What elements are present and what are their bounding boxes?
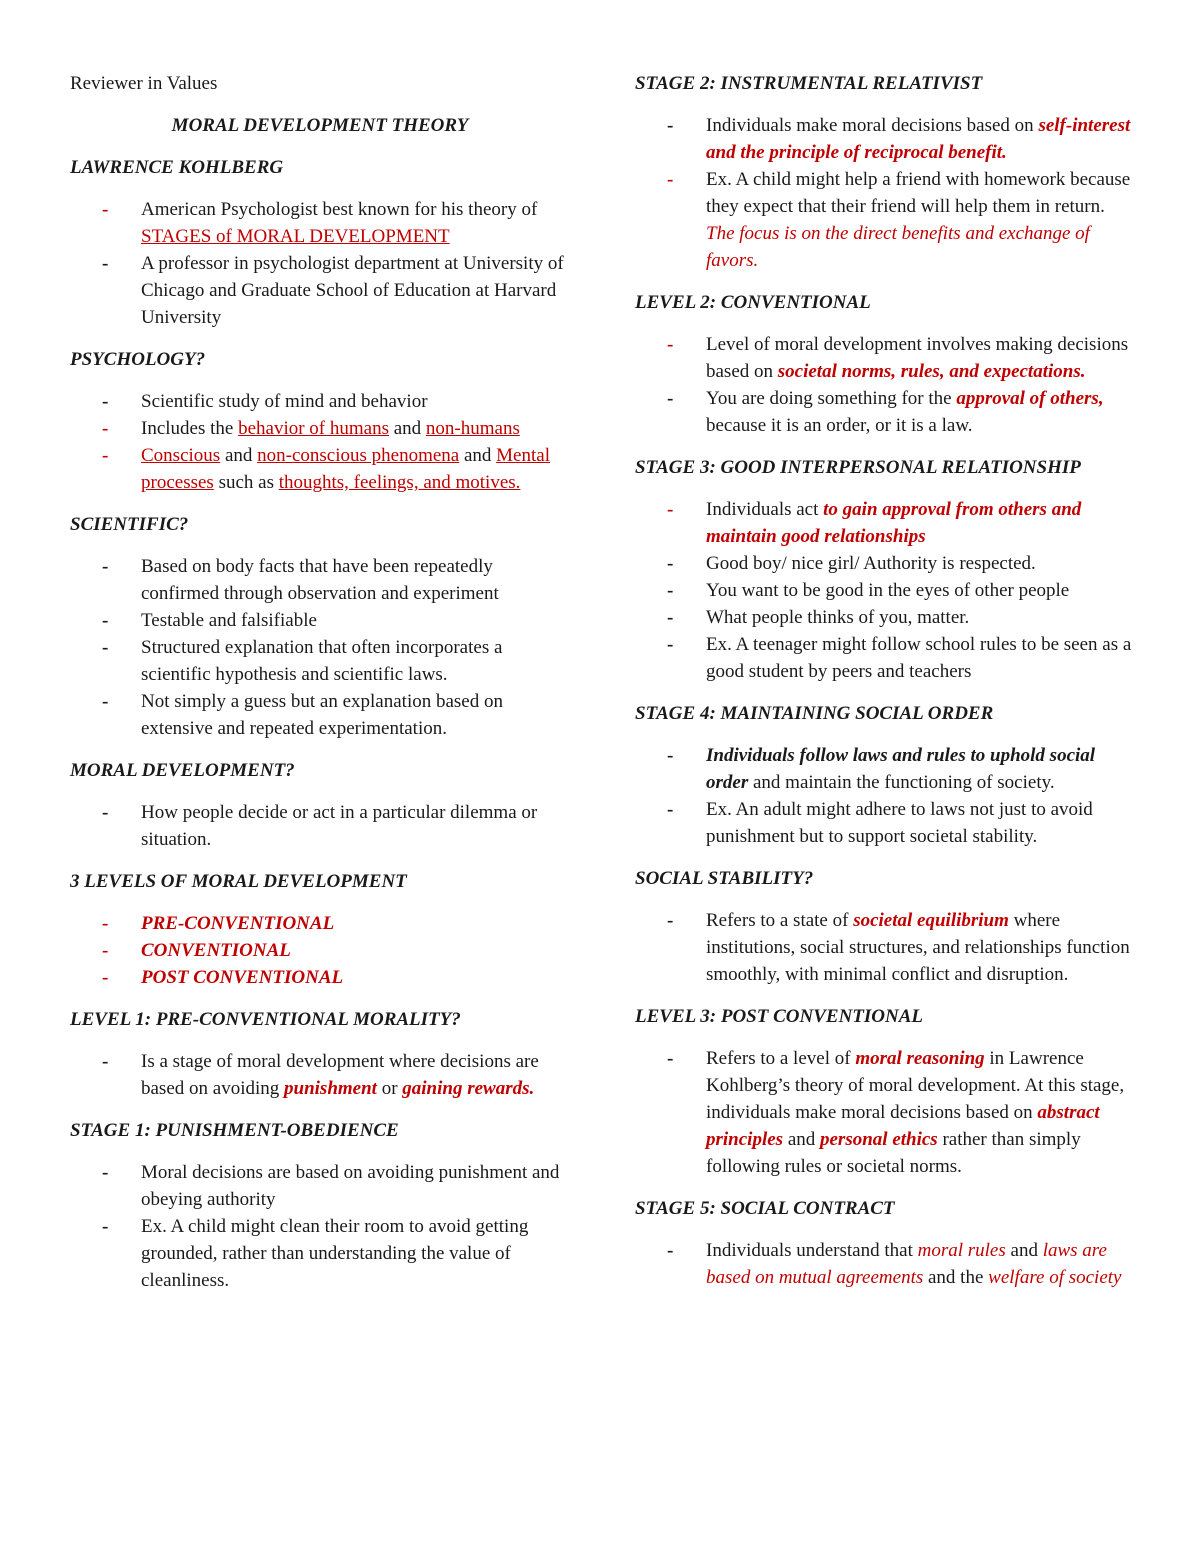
text-run: Ex. A teenager might follow school rules to be seen as a good student by peers and teachers <box>706 634 1132 682</box>
text-run: Is a stage of moral development where decisions are based on avoiding <box>141 1051 539 1099</box>
text-run: Refers to a state of <box>706 910 854 931</box>
text-run: You want to be good in the eyes of other people <box>706 580 1070 601</box>
text-run: American Psychologist best known for his theory of <box>141 199 538 220</box>
list-item <box>635 550 1135 577</box>
list-item <box>635 907 1135 988</box>
text-run: non-humans <box>425 418 520 439</box>
text-run: Individuals make moral decisions based on <box>706 115 1039 136</box>
bullet-list <box>70 910 570 991</box>
text-run: personal ethics <box>820 1129 938 1150</box>
text-run: non-conscious phenomena <box>257 445 460 466</box>
dash-bullet: - <box>667 799 674 820</box>
dash-bullet: - <box>667 580 674 601</box>
dash-bullet: - <box>102 610 109 631</box>
section-heading: STAGE 4: MAINTAINING SOCIAL ORDER <box>635 703 994 724</box>
text-run: in Lawrence Kohlberg’s theory of moral development. At this stage, individuals make moral decisions based on <box>706 1048 1125 1123</box>
dash-bullet: - <box>102 967 109 988</box>
text-run: STAGES of MORAL DEVELOPMENT <box>141 226 450 247</box>
text-run: abstract principles <box>706 1102 1100 1150</box>
section-heading: STAGE 5: SOCIAL CONTRACT <box>635 1198 895 1219</box>
dash-bullet: - <box>667 388 674 409</box>
bullet-list <box>70 553 570 742</box>
text-run: approval of others, <box>956 388 1104 409</box>
text-run: and <box>783 1129 820 1150</box>
section-heading: STAGE 1: PUNISHMENT-OBEDIENCE <box>70 1120 399 1141</box>
text-run: Scientific study of mind and behavior <box>141 391 428 412</box>
text-run: Ex. A child might help a friend with homework because they expect that their friend will help them in return. <box>706 169 1131 217</box>
dash-bullet: - <box>102 253 109 274</box>
list-item <box>635 796 1135 850</box>
list-item <box>635 166 1135 274</box>
text-run: Refers to a level of <box>706 1048 856 1069</box>
list-item <box>70 1048 570 1102</box>
dash-bullet: - <box>667 334 674 355</box>
dash-bullet: - <box>667 634 674 655</box>
list-item <box>70 964 570 991</box>
text-run: such as <box>213 472 279 493</box>
text-run: PRE-CONVENTIONAL <box>141 913 335 934</box>
list-item <box>635 631 1135 685</box>
list-item <box>635 604 1135 631</box>
text-run: Testable and falsifiable <box>141 610 317 631</box>
list-item <box>70 688 570 742</box>
list-item <box>635 742 1135 796</box>
bullet-list <box>70 196 570 331</box>
dash-bullet: - <box>102 940 109 961</box>
bullet-list <box>635 1237 1135 1291</box>
bullet-list <box>635 1045 1135 1180</box>
text-run: because it is an order, or it is a law. <box>706 415 973 436</box>
bullet-list <box>70 388 570 496</box>
text-run: A professor in psychologist department at University of Chicago and Graduate School of Education at Harvard University <box>141 253 564 328</box>
text-run: Individuals understand that <box>706 1240 918 1261</box>
text-run: and <box>1005 1240 1043 1261</box>
dash-bullet: - <box>667 169 674 190</box>
text-run: Ex. An adult might adhere to laws not just to avoid punishment but to support societal stability. <box>706 799 1093 847</box>
list-item <box>635 331 1135 385</box>
list-item <box>635 1237 1135 1291</box>
dash-bullet: - <box>102 637 109 658</box>
section-heading: LEVEL 3: POST CONVENTIONAL <box>635 1006 924 1027</box>
section-heading: LEVEL 1: PRE-CONVENTIONAL MORALITY? <box>70 1009 461 1030</box>
text-run: and <box>459 445 497 466</box>
bullet-list <box>70 1048 570 1102</box>
dash-bullet: - <box>102 199 109 220</box>
dash-bullet: - <box>667 910 674 931</box>
dash-bullet: - <box>102 1051 109 1072</box>
bullet-list <box>70 799 570 853</box>
text-run: behavior of humans <box>238 418 389 439</box>
dash-bullet: - <box>102 691 109 712</box>
document-title: MORAL DEVELOPMENT THEORY <box>171 115 469 136</box>
text-run: Conscious <box>141 445 221 466</box>
text-run: and maintain the functioning of society. <box>748 772 1055 793</box>
dash-bullet: - <box>667 745 674 766</box>
section-heading: SCIENTIFIC? <box>70 514 189 535</box>
dash-bullet: - <box>102 802 109 823</box>
text-run: What people thinks of you, matter. <box>706 607 970 628</box>
text-run: and <box>220 445 258 466</box>
text-run: and the <box>923 1267 989 1288</box>
dash-bullet: - <box>102 1216 109 1237</box>
bullet-list <box>635 112 1135 274</box>
text-run: welfare of society <box>988 1267 1122 1288</box>
text-run: moral rules <box>917 1240 1006 1261</box>
dash-bullet: - <box>102 556 109 577</box>
text-run: rather than simply following rules or societal norms. <box>706 1129 1081 1177</box>
list-item <box>70 607 570 634</box>
list-item <box>70 388 570 415</box>
list-item <box>635 112 1135 166</box>
text-run: where institutions, social structures, and relationships function smoothly, with minimal conflict and disruption. <box>706 910 1130 985</box>
dash-bullet: - <box>667 607 674 628</box>
bullet-list <box>70 1159 570 1294</box>
text-run: Individuals follow laws and rules to uphold social order <box>706 745 1096 793</box>
text-run: to gain approval from others and maintain good relationships <box>706 499 1082 547</box>
text-run: societal equilibrium <box>853 910 1009 931</box>
text-run: Not simply a guess but an explanation based on extensive and repeated experimentation. <box>141 691 503 739</box>
text-run: Individuals act <box>706 499 824 520</box>
dash-bullet: - <box>667 1240 674 1261</box>
text-run: Mental processes <box>141 445 550 493</box>
text-run: Ex. A child might clean their room to avoid getting grounded, rather than understanding the value of cleanliness. <box>141 1216 529 1291</box>
list-item <box>635 385 1135 439</box>
text-run: You are doing something for the <box>706 388 957 409</box>
list-item <box>70 910 570 937</box>
bullet-list <box>635 742 1135 850</box>
list-item <box>635 577 1135 604</box>
text-run: POST CONVENTIONAL <box>141 967 344 988</box>
dash-bullet: - <box>102 445 109 466</box>
list-item <box>70 1213 570 1294</box>
left-column <box>70 70 570 1309</box>
text-run: Based on body facts that have been repeatedly confirmed through observation and experiment <box>141 556 499 604</box>
list-item <box>70 442 570 496</box>
list-item <box>70 937 570 964</box>
text-run: Structured explanation that often incorporates a scientific hypothesis and scientific laws. <box>141 637 503 685</box>
section-heading: LAWRENCE KOHLBERG <box>70 157 284 178</box>
section-heading: 3 LEVELS OF MORAL DEVELOPMENT <box>70 871 407 892</box>
text-run: Moral decisions are based on avoiding punishment and obeying authority <box>141 1162 560 1210</box>
text-run: punishment <box>284 1078 377 1099</box>
list-item <box>70 634 570 688</box>
text-run: laws are based on mutual agreements <box>706 1240 1107 1288</box>
text-run: Includes the <box>141 418 239 439</box>
text-run: How people decide or act in a particular dilemma or situation. <box>141 802 538 850</box>
list-item <box>70 553 570 607</box>
bullet-list <box>635 907 1135 988</box>
text-run: The focus is on the direct benefits and exchange of favors. <box>706 223 1090 271</box>
list-item <box>635 496 1135 550</box>
dash-bullet: - <box>102 391 109 412</box>
dash-bullet: - <box>102 913 109 934</box>
list-item <box>70 799 570 853</box>
bullet-list <box>635 496 1135 685</box>
section-heading: PSYCHOLOGY? <box>70 349 206 370</box>
bullet-list <box>635 331 1135 439</box>
list-item <box>635 1045 1135 1180</box>
text-run: or <box>376 1078 403 1099</box>
text-run: CONVENTIONAL <box>141 940 291 961</box>
list-item <box>70 196 570 250</box>
text-run: and <box>388 418 426 439</box>
section-heading: STAGE 2: INSTRUMENTAL RELATIVIST <box>635 73 983 94</box>
list-item <box>70 415 570 442</box>
text-run: Good boy/ nice girl/ Authority is respected. <box>706 553 1036 574</box>
text-run: thoughts, feelings, and motives. <box>278 472 521 493</box>
section-heading: STAGE 3: GOOD INTERPERSONAL RELATIONSHIP <box>635 457 1081 478</box>
dash-bullet: - <box>667 115 674 136</box>
dash-bullet: - <box>667 553 674 574</box>
right-column <box>635 70 1135 1306</box>
text-run: societal norms, rules, and expectations. <box>777 361 1086 382</box>
dash-bullet: - <box>667 499 674 520</box>
text-run: self-interest and the principle of reciprocal benefit. <box>706 115 1131 163</box>
text-run: moral reasoning <box>855 1048 985 1069</box>
dash-bullet: - <box>102 1162 109 1183</box>
list-item <box>70 250 570 331</box>
list-item <box>70 1159 570 1213</box>
document-header: Reviewer in Values <box>70 73 218 94</box>
section-heading: LEVEL 2: CONVENTIONAL <box>635 292 871 313</box>
text-run: Level of moral development involves making decisions based on <box>706 334 1129 382</box>
text-run: gaining rewards. <box>402 1078 535 1099</box>
section-heading: SOCIAL STABILITY? <box>635 868 814 889</box>
section-heading: MORAL DEVELOPMENT? <box>70 760 295 781</box>
dash-bullet: - <box>102 418 109 439</box>
dash-bullet: - <box>667 1048 674 1069</box>
